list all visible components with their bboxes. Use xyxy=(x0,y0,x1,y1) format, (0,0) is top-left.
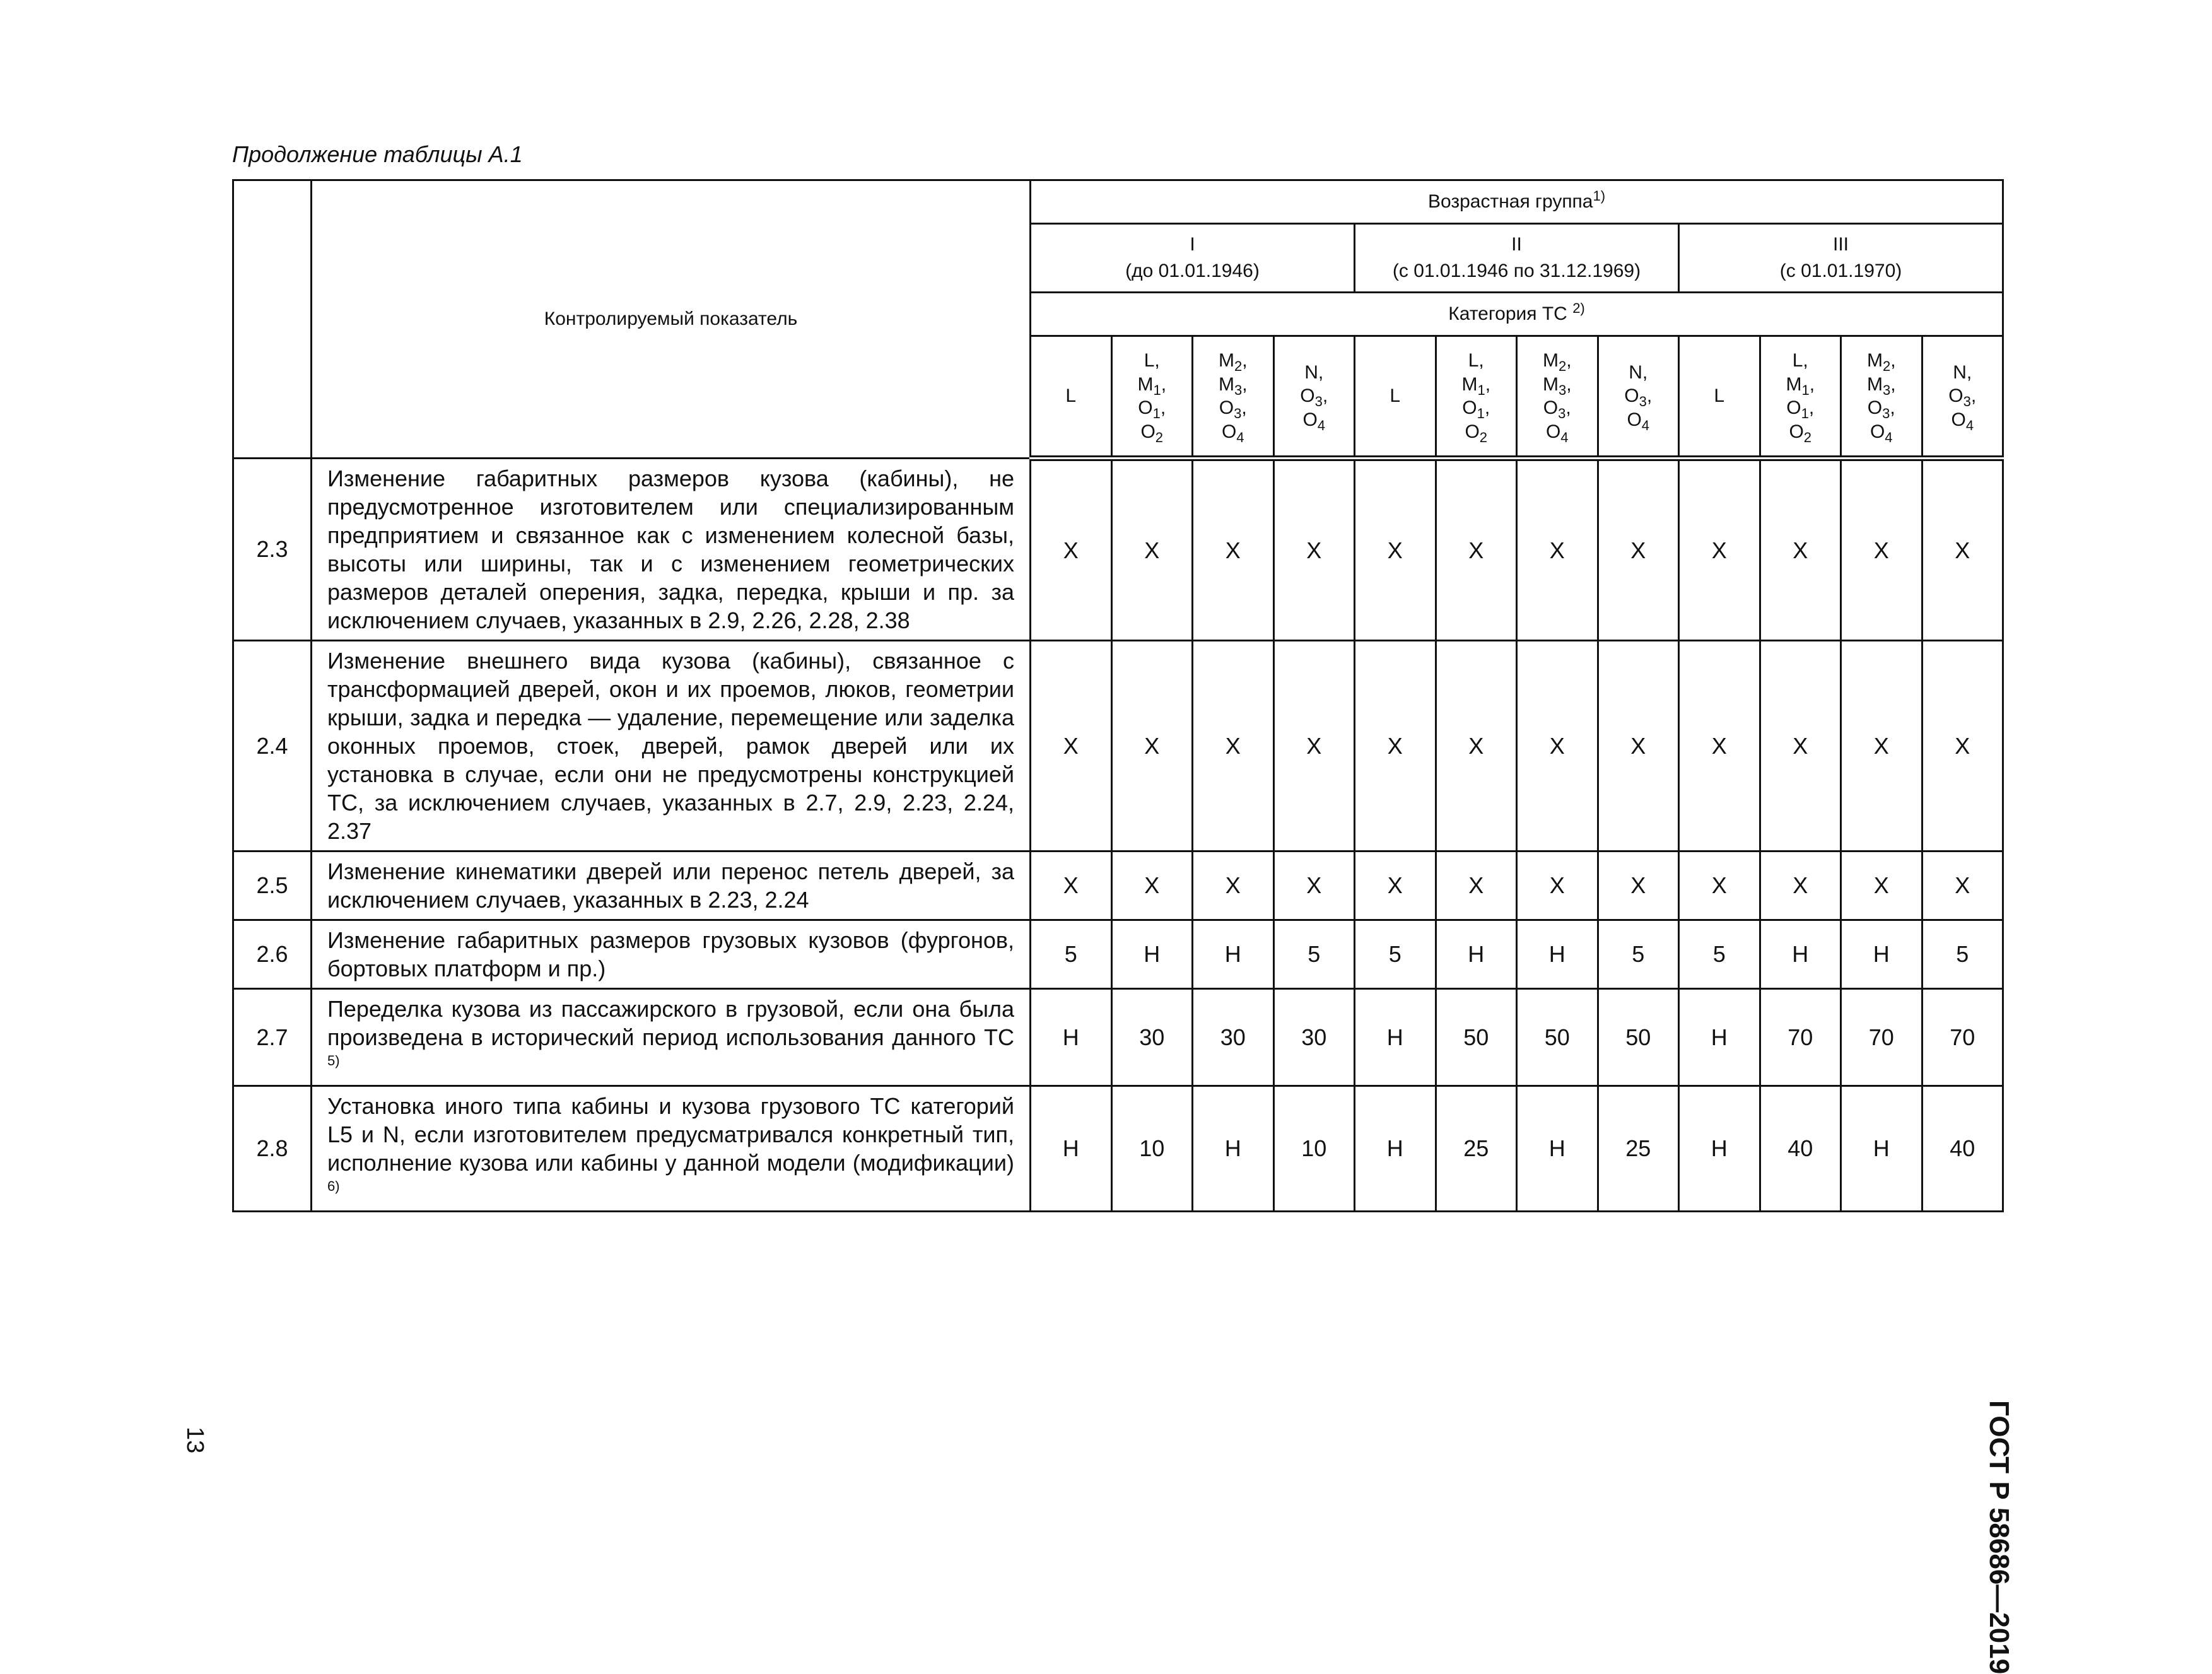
value-cell: Н xyxy=(1679,1086,1760,1212)
table-row xyxy=(233,852,2003,920)
value-cell: 50 xyxy=(1517,989,1598,1086)
category-header-cell: L xyxy=(1031,336,1112,459)
category-header-cell: L, $M_1$, $O_1$, $O_2$ xyxy=(1436,336,1517,459)
value-cell: 5 xyxy=(1679,920,1760,989)
category-header-cell: $M_2$, $M_3$, $O_3$, $O_4$ xyxy=(1193,336,1274,459)
value-cell: X xyxy=(1111,459,1193,641)
value-cell: Н xyxy=(1355,1086,1436,1212)
value-cell: X xyxy=(1760,852,1841,920)
value-cell: Н xyxy=(1193,1086,1274,1212)
row-description: Изменение внешнего вида кузова (кабины), связанное с трансформацией дверей, окон и их проемов, люков, геометрии крыши, задка и передка — удаление, перемещение или заделка оконных проемов, стоек, дверей, рамок дверей или их установка в случае, если они не предусмотрены конструкцией ТС, за исключением случаев, указанных в 2.7, 2.9, 2.23, 2.24, 2.37 xyxy=(312,641,1031,852)
row-number: 2.3 xyxy=(233,459,312,641)
value-cell: X xyxy=(1193,459,1274,641)
value-cell: X xyxy=(1436,641,1517,852)
value-cell: 25 xyxy=(1598,1086,1679,1212)
value-cell: X xyxy=(1355,852,1436,920)
row-number: 2.6 xyxy=(233,920,312,989)
row-number: 2.5 xyxy=(233,852,312,920)
age-group-roman: III xyxy=(1833,234,1849,255)
category-header-cell: L xyxy=(1355,336,1436,459)
value-cell: X xyxy=(1436,852,1517,920)
value-cell: Н xyxy=(1841,920,1922,989)
value-cell: X xyxy=(1517,459,1598,641)
value-cell: X xyxy=(1922,852,2003,920)
category-header-cell: $M_2$, $M_3$, $O_3$, $O_4$ xyxy=(1517,336,1598,459)
value-cell: Н xyxy=(1111,920,1193,989)
value-cell: X xyxy=(1355,641,1436,852)
header-age-group: Возрастная группа$^{1)}$ xyxy=(1031,180,2003,224)
header-category: Категория ТС $^{2)}$ xyxy=(1031,293,2003,336)
value-cell: 70 xyxy=(1922,989,2003,1086)
row-description: Установка иного типа кабины и кузова грузового ТС категорий L5 и N, если изготовителем предусматривался конкретный тип, исполнение кузова или кабины у данной модели (модификации) $^{6)}$ xyxy=(312,1086,1031,1212)
value-cell: X xyxy=(1436,459,1517,641)
footnote-ref: 5) xyxy=(327,1053,340,1068)
value-cell: 40 xyxy=(1760,1086,1841,1212)
table-caption: Продолжение таблицы А.1 xyxy=(232,141,523,167)
value-cell: X xyxy=(1679,641,1760,852)
value-cell: X xyxy=(1031,641,1112,852)
header-indicator: Контролируемый показатель xyxy=(312,180,1031,459)
value-cell: 5 xyxy=(1922,920,2003,989)
value-cell: 5 xyxy=(1273,920,1355,989)
header-age-group-1 xyxy=(1031,224,1355,293)
header-age-group-3 xyxy=(1679,224,2003,293)
row-description: Переделка кузова из пассажирского в грузовой, если она была произведена в исторический период использования данного ТС $^{5)}$ xyxy=(312,989,1031,1086)
document-side-title: ГОСТ Р 58686—2019 xyxy=(1984,1400,2015,1674)
value-cell: X xyxy=(1273,641,1355,852)
value-cell: Н xyxy=(1517,920,1598,989)
value-cell: X xyxy=(1111,641,1193,852)
value-cell: 10 xyxy=(1273,1086,1355,1212)
value-cell: X xyxy=(1193,641,1274,852)
value-cell: 5 xyxy=(1598,920,1679,989)
value-cell: 30 xyxy=(1111,989,1193,1086)
value-cell: X xyxy=(1273,459,1355,641)
value-cell: 5 xyxy=(1031,920,1112,989)
value-cell: X xyxy=(1841,459,1922,641)
value-cell: Н xyxy=(1841,1086,1922,1212)
value-cell: 30 xyxy=(1273,989,1355,1086)
header-age-group-2 xyxy=(1355,224,1679,293)
value-cell: X xyxy=(1598,641,1679,852)
table-row xyxy=(233,459,2003,641)
value-cell: 30 xyxy=(1193,989,1274,1086)
value-cell: X xyxy=(1193,852,1274,920)
row-description: Изменение габаритных размеров кузова (кабины), не предусмотренное изготовителем или специализированным предприятием и связанное как с изменением колесной базы, высоты или ширины, так и с изменением геометрических размеров деталей оперения, задка, передка, крыши и пр. за исключением случаев, указанных в 2.9, 2.26, 2.28, 2.38 xyxy=(312,459,1031,641)
category-header-cell: L, $M_1$, $O_1$, $O_2$ xyxy=(1111,336,1193,459)
value-cell: X xyxy=(1111,852,1193,920)
value-cell: X xyxy=(1841,641,1922,852)
value-cell: X xyxy=(1031,852,1112,920)
value-cell: X xyxy=(1517,852,1598,920)
value-cell: Н xyxy=(1355,989,1436,1086)
value-cell: 5 xyxy=(1355,920,1436,989)
value-cell: 40 xyxy=(1922,1086,2003,1212)
value-cell: 25 xyxy=(1436,1086,1517,1212)
value-cell: X xyxy=(1031,459,1112,641)
category-header-cell: L xyxy=(1679,336,1760,459)
row-number: 2.7 xyxy=(233,989,312,1086)
value-cell: X xyxy=(1355,459,1436,641)
value-cell: 50 xyxy=(1436,989,1517,1086)
value-cell: X xyxy=(1841,852,1922,920)
page-number: 13 xyxy=(182,1427,208,1454)
category-header-cell: $M_2$, $M_3$, $O_3$, $O_4$ xyxy=(1841,336,1922,459)
value-cell: X xyxy=(1598,459,1679,641)
table-row xyxy=(233,1086,2003,1212)
row-number: 2.4 xyxy=(233,641,312,852)
value-cell: Н xyxy=(1760,920,1841,989)
category-header-cell: N, $O_3$, $O_4$ xyxy=(1922,336,2003,459)
value-cell: X xyxy=(1760,459,1841,641)
value-cell: Н xyxy=(1193,920,1274,989)
value-cell: Н xyxy=(1031,1086,1112,1212)
row-description: Изменение габаритных размеров грузовых кузовов (фургонов, бортовых платформ и пр.) xyxy=(312,920,1031,989)
value-cell: X xyxy=(1760,641,1841,852)
header-number-cell xyxy=(233,180,312,459)
value-cell: 70 xyxy=(1841,989,1922,1086)
table-row xyxy=(233,641,2003,852)
age-group-period: (до 01.01.1946) xyxy=(1125,260,1260,281)
value-cell: X xyxy=(1598,852,1679,920)
value-cell: Н xyxy=(1679,989,1760,1086)
row-number: 2.8 xyxy=(233,1086,312,1212)
age-group-period: (с 01.01.1946 по 31.12.1969) xyxy=(1392,260,1641,281)
value-cell: X xyxy=(1922,459,2003,641)
category-header-cell: L, $M_1$, $O_1$, $O_2$ xyxy=(1760,336,1841,459)
age-group-roman: I xyxy=(1190,234,1195,255)
value-cell: Н xyxy=(1031,989,1112,1086)
value-cell: X xyxy=(1922,641,2003,852)
value-cell: Н xyxy=(1436,920,1517,989)
table-row xyxy=(233,920,2003,989)
category-header-cell: N, $O_3$, $O_4$ xyxy=(1273,336,1355,459)
value-cell: Н xyxy=(1517,1086,1598,1212)
table-row xyxy=(233,989,2003,1086)
indicator-table xyxy=(232,179,2004,1212)
footnote-ref: 6) xyxy=(327,1178,340,1194)
value-cell: X xyxy=(1679,852,1760,920)
category-header-cell: N, $O_3$, $O_4$ xyxy=(1598,336,1679,459)
age-group-roman: II xyxy=(1511,234,1522,255)
value-cell: 10 xyxy=(1111,1086,1193,1212)
value-cell: X xyxy=(1273,852,1355,920)
value-cell: X xyxy=(1679,459,1760,641)
value-cell: 70 xyxy=(1760,989,1841,1086)
value-cell: 50 xyxy=(1598,989,1679,1086)
age-group-period: (с 01.01.1970) xyxy=(1779,260,1902,281)
value-cell: X xyxy=(1517,641,1598,852)
row-description: Изменение кинематики дверей или перенос петель дверей, за исключением случаев, указанных в 2.23, 2.24 xyxy=(312,852,1031,920)
